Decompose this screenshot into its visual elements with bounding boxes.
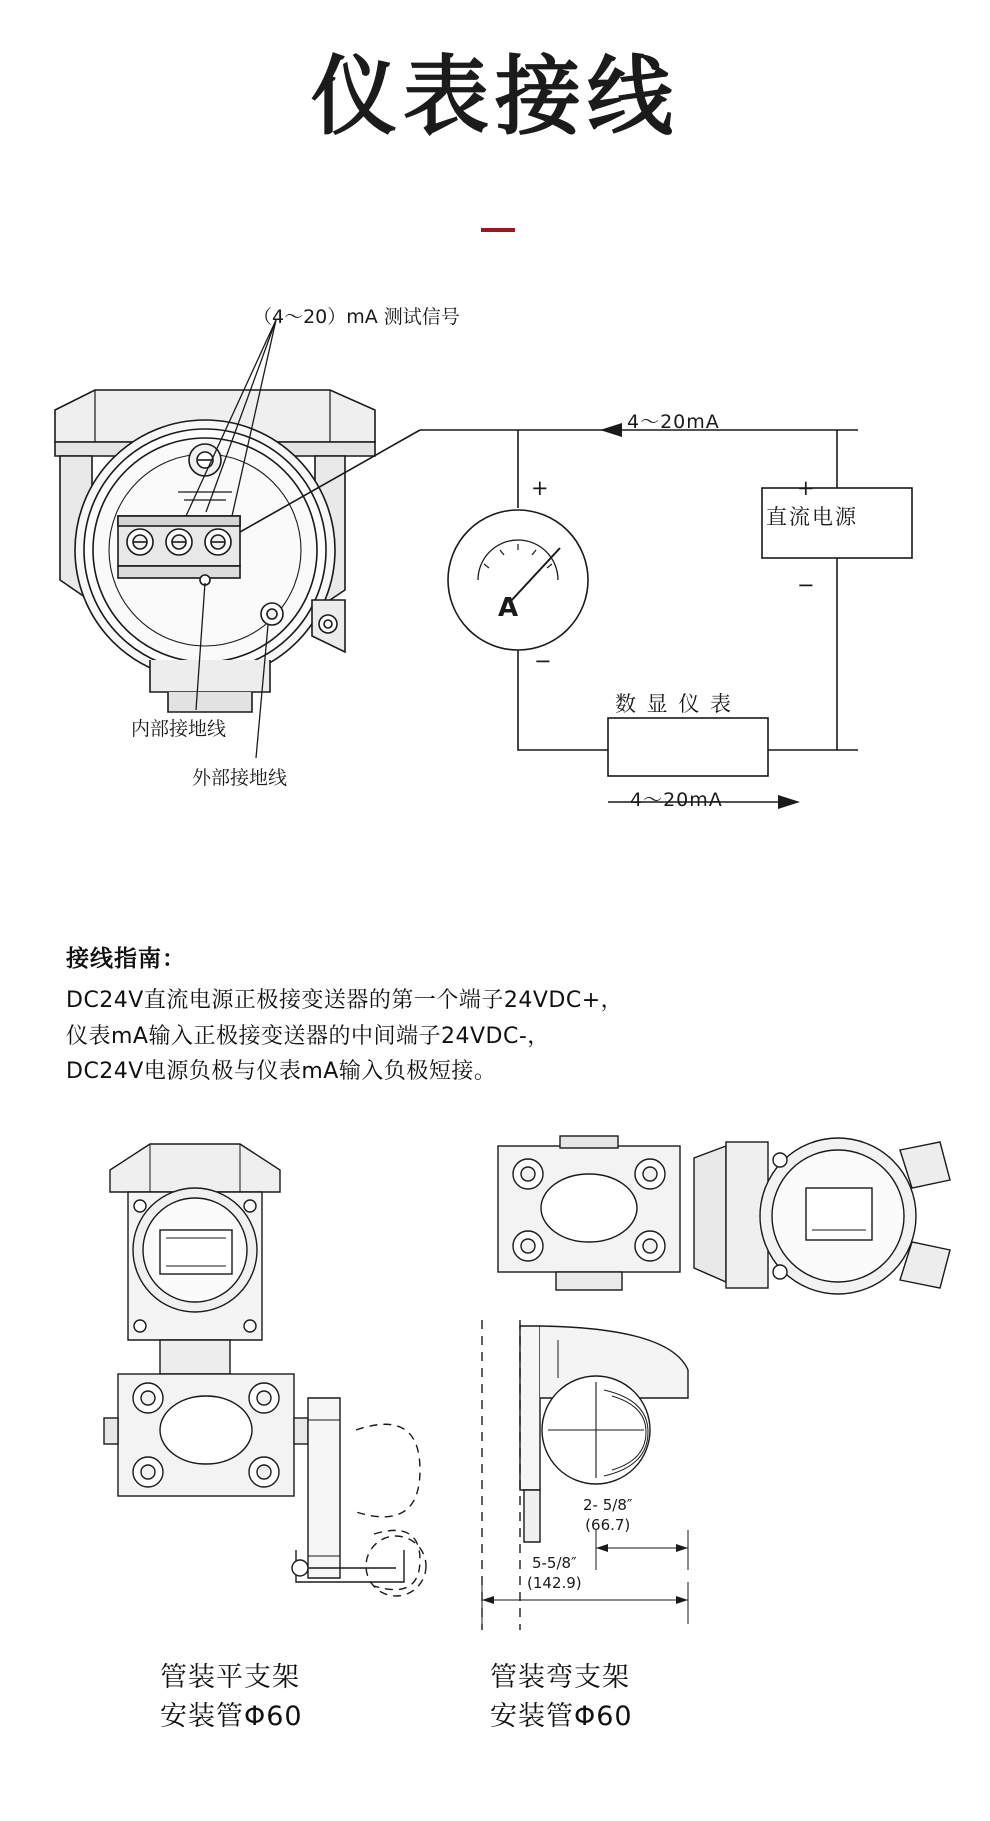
- polarity-meter-minus: −: [534, 649, 552, 673]
- page-title: 仪表接线: [311, 47, 679, 147]
- caption-flat-bracket-line1: 管装平支架: [160, 1662, 300, 1693]
- label-outer-ground-wire: 外部接地线: [192, 767, 288, 789]
- wiring-guide: [66, 940, 926, 1090]
- dimension-small-imperial: 2- 5/8″: [583, 1496, 633, 1514]
- loop-arrow-bottom: [778, 795, 800, 809]
- dimension-large: [527, 1554, 582, 1593]
- dimension-large-imperial: 5-5/8″: [531, 1554, 577, 1572]
- label-digital-meter: 数 显 仪 表: [615, 692, 734, 716]
- label-loop-current-top: 4～20mA: [627, 411, 720, 433]
- label-dc-power-supply: 直流电源: [766, 505, 858, 529]
- wiring-diagram-svg: [0, 280, 990, 920]
- label-inner-ground-wire: 内部接地线: [131, 718, 227, 740]
- caption-flat-bracket: [160, 1658, 303, 1736]
- label-ammeter-symbol: A: [498, 593, 519, 623]
- polarity-source-minus: −: [797, 573, 815, 597]
- polarity-meter-plus: +: [531, 476, 549, 500]
- wiring-diagram: [0, 280, 990, 920]
- caption-bent-bracket-line1: 管装弯支架: [490, 1662, 630, 1693]
- label-loop-current-bottom: 4～20mA: [630, 789, 723, 811]
- wiring-guide-line-2: 仪表mA输入正极接变送器的中间端子24VDC-，: [66, 1023, 550, 1049]
- title-accent-rule: [481, 228, 515, 232]
- mounting-drawings-svg: [0, 1130, 990, 1690]
- caption-bent-bracket-line2: 安装管Φ60: [490, 1701, 633, 1733]
- caption-flat-bracket-line2: 安装管Φ60: [160, 1701, 303, 1733]
- dimension-small-metric: (66.7): [585, 1515, 631, 1534]
- polarity-source-plus: +: [797, 476, 815, 500]
- loop-arrow-top: [600, 423, 622, 437]
- dimension-large-metric: (142.9): [527, 1573, 582, 1592]
- wiring-guide-line-1: DC24V直流电源正极接变送器的第一个端子24VDC+，: [66, 988, 624, 1013]
- mounting-drawings: [0, 1130, 990, 1690]
- wiring-guide-line-3: DC24V电源负极与仪表mA输入负极短接。: [66, 1059, 497, 1085]
- wiring-guide-heading: 接线指南：: [66, 946, 186, 972]
- dimension-small: [583, 1496, 632, 1535]
- label-test-signal: （4～20）mA 测试信号: [253, 306, 460, 328]
- caption-bent-bracket: [490, 1658, 633, 1736]
